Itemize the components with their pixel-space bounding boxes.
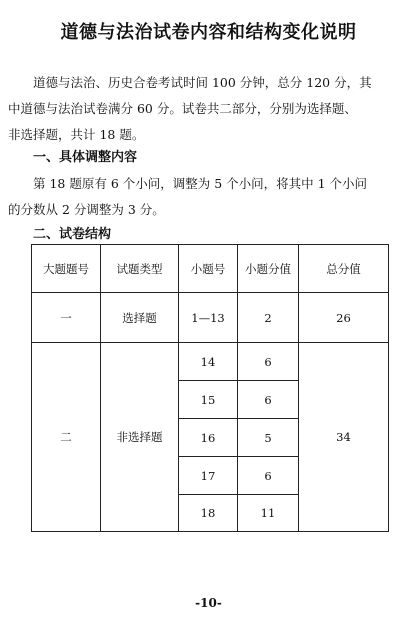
part2-question: 18 <box>179 495 238 532</box>
part1-type: 选择题 <box>101 293 179 343</box>
part2-question: 16 <box>179 419 238 457</box>
table-header-row <box>32 245 389 293</box>
part2-question: 14 <box>179 343 238 381</box>
exam-structure-table <box>31 244 389 532</box>
part1-number: 一 <box>32 293 101 343</box>
part2-score: 11 <box>238 495 299 532</box>
part1-total: 26 <box>299 293 389 343</box>
part2-question: 17 <box>179 457 238 495</box>
header-part-number: 大题题号 <box>32 245 101 293</box>
intro-paragraph <box>8 70 409 148</box>
part1-score: 2 <box>238 293 299 343</box>
section2-heading: 二、试卷结构 <box>33 227 112 242</box>
part2-score: 6 <box>238 457 299 495</box>
header-total-score: 总分值 <box>299 245 389 293</box>
header-question-number: 小题号 <box>179 245 238 293</box>
part1-questions: 1—13 <box>179 293 238 343</box>
part2-score: 5 <box>238 419 299 457</box>
table-row <box>32 293 389 343</box>
header-question-type: 试题类型 <box>101 245 179 293</box>
part2-number: 二 <box>32 343 101 532</box>
intro-line-1: 道德与法治、历史合卷考试时间 100 分钟，总分 120 分，其 <box>33 75 372 90</box>
section1-line-1: 第 18 题原有 6 个小问，调整为 5 个小问，将其中 1 个小问 <box>33 176 368 191</box>
part2-total: 34 <box>299 343 389 532</box>
section1-paragraph <box>8 171 409 223</box>
table-row <box>32 343 389 381</box>
document-title: 道德与法治试卷内容和结构变化说明 <box>60 22 357 43</box>
part2-score: 6 <box>238 381 299 419</box>
part2-score: 6 <box>238 343 299 381</box>
section1-heading: 一、具体调整内容 <box>33 150 138 165</box>
header-question-score: 小题分值 <box>238 245 299 293</box>
intro-line-2: 中道德与法治试卷满分 60 分。试卷共二部分，分别为选择题、 <box>8 101 357 116</box>
part2-question: 15 <box>179 381 238 419</box>
page-number: -10- <box>195 596 222 610</box>
part2-type: 非选择题 <box>101 343 179 532</box>
section1-line-2: 的分数从 2 分调整为 3 分。 <box>8 202 165 217</box>
intro-line-3: 非选择题，共计 18 题。 <box>8 127 145 142</box>
